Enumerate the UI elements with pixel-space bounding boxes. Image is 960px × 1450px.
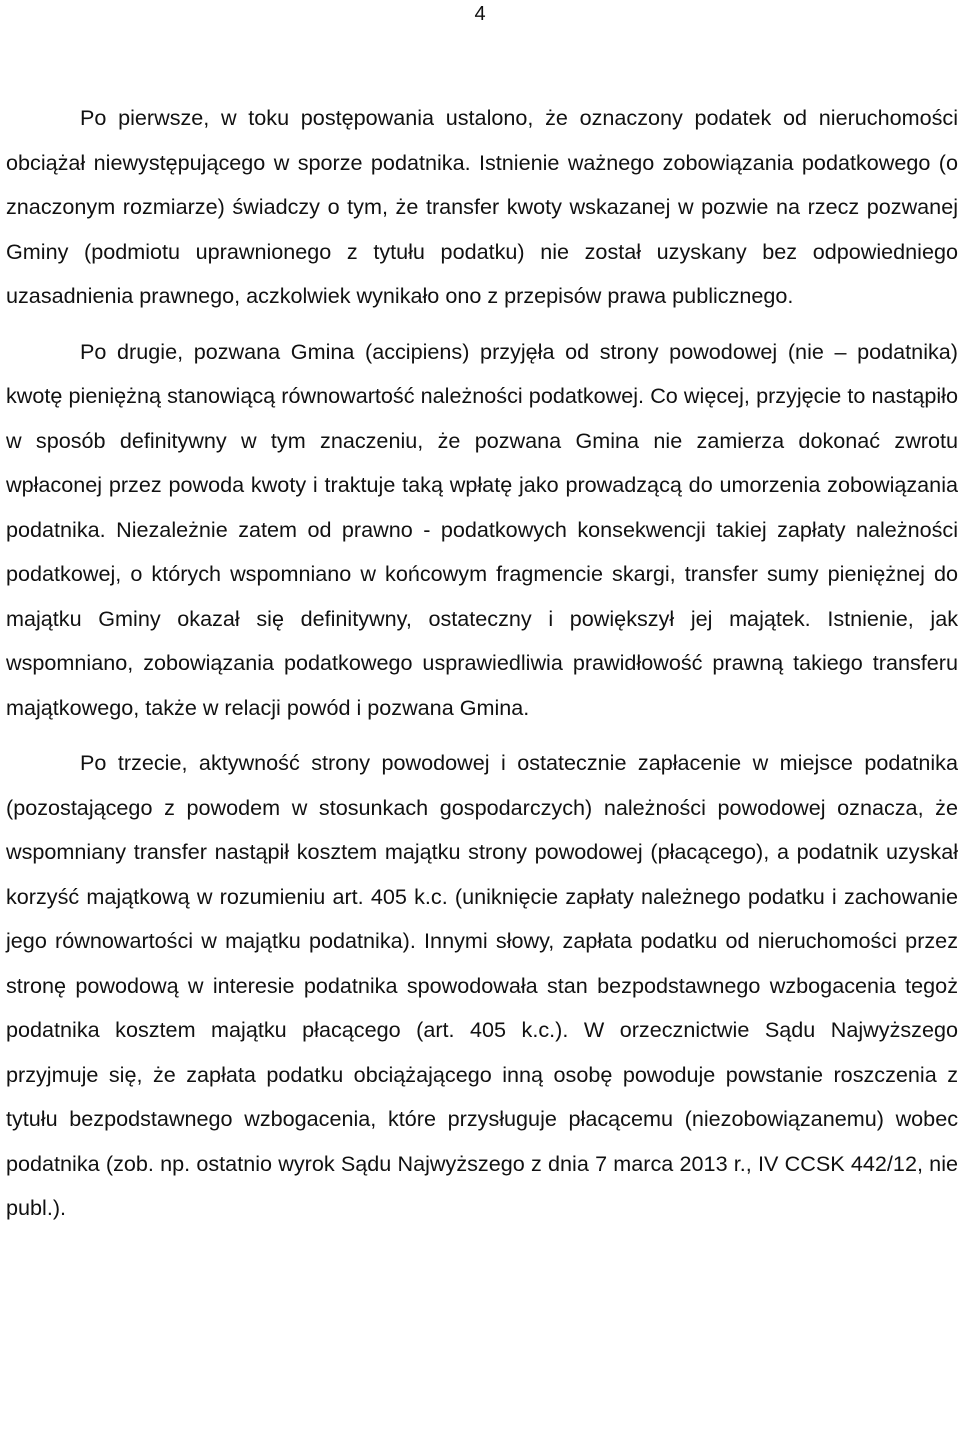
document-body (6, 96, 958, 1231)
paragraph-third-point: Po trzecie, aktywność strony powodowej i ostatecznie zapłacenie w miejsce podatnika (pozostającego z powodem w stosunkach gospodarczych) należności powodowej oznacza, że wspomniany transfer nastąpił kosztem majątku strony powodowej (płacącego), a podatnik uzyskał korzyść majątkową w rozumieniu art. 405 k.c. (uniknięcie zapłaty należnego podatku i zachowanie jego równowartości w majątku podatnika). Innymi słowy, zapłata podatku od nieruchomości przez stronę powodową w interesie podatnika spowodowała stan bezpodstawnego wzbogacenia tegoż podatnika kosztem majątku płacącego (art. 405 k.c.). W orzecznictwie Sądu Najwyższego przyjmuje się, że zapłata podatku obciążającego inną osobę powoduje powstanie roszczenia z tytułu bezpodstawnego wzbogacenia, które przysługuje płacącemu (niezobowiązanemu) wobec podatnika (zob. np. ostatnio wyrok Sądu Najwyższego z dnia 7 marca 2013 r., IV CCSK 442/12, nie publ.). (6, 750, 958, 1220)
paragraph-second-point: Po drugie, pozwana Gmina (accipiens) przyjęła od strony powodowej (nie – podatnika) kwotę pieniężną stanowiącą równowartość należności podatkowej. Co więcej, przyjęcie to nastąpiło w sposób definitywny w tym znaczeniu, że pozwana Gmina nie zamierza dokonać zwrotu wpłaconej przez powoda kwoty i traktuje taką wpłatę jako prowadzącą do umorzenia zobowiązania podatnika. Niezależnie zatem od prawno - podatkowych konsekwencji takiej zapłaty należności podatkowej, o których wspomniano w końcowym fragmencie skargi, transfer sumy pieniężnej do majątku Gminy okazał się definitywny, ostateczny i powiększył jej majątek. Istnienie, jak wspomniano, zobowiązania podatkowego usprawiedliwia prawidłowość prawną takiego transferu majątkowego, także w relacji powód i pozwana Gmina. (6, 338, 958, 720)
page-number: 4 (474, 3, 486, 25)
paragraph-first-point: Po pierwsze, w toku postępowania ustalono, że oznaczony podatek od nieruchomości obciążał niewystępującego w sporze podatnika. Istnienie ważnego zobowiązania podatkowego (o znaczonym rozmiarze) świadczy o tym, że transfer kwoty wskazanej w pozwie na rzecz pozwanej Gminy (podmiotu uprawnionego z tytułu podatku) nie został uzyskany bez odpowiedniego uzasadnienia prawnego, aczkolwiek wynikało ono z przepisów prawa publicznego. (6, 105, 958, 308)
